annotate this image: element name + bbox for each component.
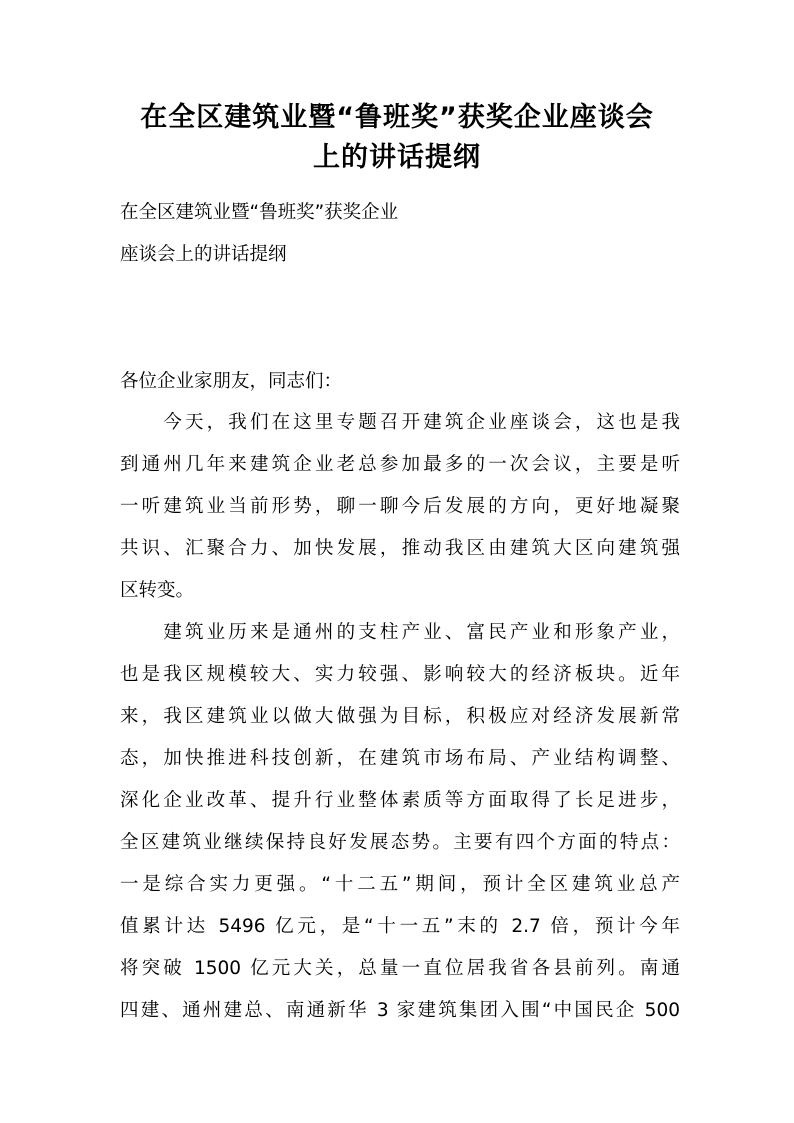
paragraph-2-line-9: 将突破 1500 亿元大关，总量一直位居我省各县前列。南通 <box>120 958 680 979</box>
paragraph-1-line-4: 共识、汇聚合力、加快发展，推动我区由建筑大区向建筑强 <box>120 538 680 559</box>
paragraph-2-line-8: 值累计达 5496 亿元，是“十一五”末的 2.7 倍，预计今年 <box>120 916 680 937</box>
paragraph-2-line-1: 建筑业历来是通州的支柱产业、富民产业和形象产业， <box>120 622 680 643</box>
document-title-line-2: 上的讲话提纲 <box>313 142 481 173</box>
paragraph-2-line-2: 也是我区规模较大、实力较强、影响较大的经济板块。近年 <box>120 664 680 685</box>
paragraph-2-line-4: 态，加快推进科技创新，在建筑市场布局、产业结构调整、 <box>120 748 680 769</box>
subtitle-line-2: 座谈会上的讲话提纲 <box>120 244 287 265</box>
paragraph-1-line-2: 到通州几年来建筑企业老总参加最多的一次会议，主要是听 <box>120 454 680 475</box>
paragraph-2-line-10: 四建、通州建总、南通新华 3 家建筑集团入围“中国民企 500 <box>120 1000 680 1021</box>
paragraph-1-line-1: 今天，我们在这里专题召开建筑企业座谈会，这也是我 <box>120 412 680 433</box>
paragraph-1-line-5: 区转变。 <box>120 580 195 601</box>
paragraph-2-line-3: 来，我区建筑业以做大做强为目标，积极应对经济发展新常 <box>120 706 680 727</box>
paragraph-2-line-5: 深化企业改革、提升行业整体素质等方面取得了长足进步， <box>120 790 680 811</box>
paragraph-2-line-6: 全区建筑业继续保持良好发展态势。主要有四个方面的特点： <box>120 832 680 853</box>
subtitle-line-1: 在全区建筑业暨“鲁班奖”获奖企业 <box>120 202 399 223</box>
salutation: 各位企业家朋友，同志们： <box>120 371 343 392</box>
document-title-line-1: 在全区建筑业暨“鲁班奖”获奖企业座谈会 <box>140 102 654 133</box>
paragraph-1-line-3: 一听建筑业当前形势，聊一聊今后发展的方向，更好地凝聚 <box>120 496 680 517</box>
paragraph-2-line-7: 一是综合实力更强。“十二五”期间，预计全区建筑业总产 <box>120 874 680 895</box>
